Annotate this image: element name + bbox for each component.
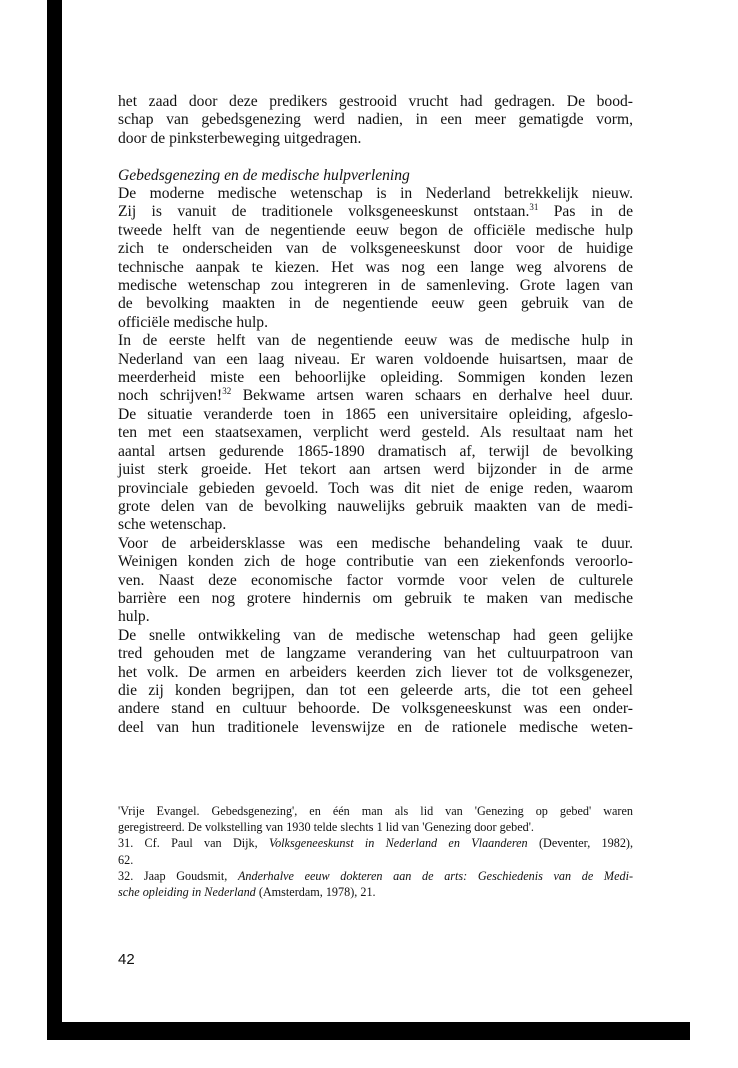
cited-title: Anderhalve eeuw dokteren aan de arts: Geschiedenis van de Medi- (237, 868, 634, 883)
text: Zij is vanuit de traditionele volksgeneeskunst ontstaan. (118, 203, 530, 221)
text-line: medische wetenschap zou integreren in de samenleving. Grote lagen van (118, 277, 633, 295)
text: (Deventer, 1982), (538, 836, 634, 851)
text: noch schrijven! (118, 387, 223, 405)
text-line: tweede helft van de negentiende eeuw begon de officiële medische hulp (118, 221, 633, 239)
paragraph (118, 535, 633, 627)
text: Bekwame artsen waren schaars en derhalve heel duur. (242, 387, 633, 405)
text: (Amsterdam, 1978), 21. (258, 885, 376, 900)
text: 31. Cf. Paul van Dijk, (118, 836, 258, 851)
text-line: In de eerste helft van de negentiende eeuw was de medische hulp in (118, 332, 633, 350)
footnote-ref: 31 (529, 202, 539, 213)
text-line: officiële medische hulp. (118, 313, 268, 331)
text-line: De moderne medische wetenschap is in Nederland betrekkelijk nieuw. (118, 185, 633, 203)
text-line: De situatie veranderde toen in 1865 een universitaire opleiding, afgeslo- (118, 405, 633, 423)
scan-border-bottom (47, 1022, 690, 1040)
text-line: schap van gebedsgenezing werd nadien, in een meer gematigde vorm, (118, 111, 633, 129)
text: Pas in de (553, 203, 633, 221)
text-line: aantal artsen gedurende 1865-1890 dramatisch af, terwijl de bevolking (118, 442, 633, 460)
footnote-line: 'Vrije Evangel. Gebedsgenezing', en één man als lid van 'Genezing op gebed' waren (118, 804, 633, 818)
text-line: zich te onderscheiden van de volksgeneeskunst door voor de huidige (118, 240, 633, 258)
footnote-31 (118, 835, 633, 851)
footnotes (118, 803, 633, 900)
text-line: de bevolking maakten in de negentiende eeuw geen gebruik van de (118, 295, 633, 313)
text-line: meerderheid miste een behoorlijke opleiding. Sommigen konden lezen (118, 369, 633, 387)
footnote-ref: 32 (222, 386, 232, 397)
text-line: sche wetenschap. (118, 516, 227, 534)
text-line: barrière een nog grotere hindernis om gebruik te maken van medische (118, 589, 633, 607)
text-line: andere stand en cultuur behoorde. De volksgeneeskunst was een onder- (118, 700, 633, 718)
text-line: Weinigen konden zich de hoge contributie van een ziekenfonds veroorlo- (118, 553, 633, 571)
section-heading: Gebedsgenezing en de medische hulpverlening (118, 166, 410, 184)
text-line (118, 203, 633, 221)
text-line: door de pinksterbeweging uitgedragen. (118, 129, 362, 147)
paragraph (118, 185, 633, 332)
text-line: ten met een staatsexamen, verplicht werd gesteld. Als resultaat nam het (118, 424, 633, 442)
footnote-line: 62. (118, 852, 134, 867)
text-line: technische aanpak te kiezen. Het was nog een lange weg alvorens de (118, 258, 633, 276)
footnote-32 (118, 868, 633, 884)
text-line (118, 387, 633, 405)
page-number: 42 (118, 951, 135, 968)
paragraph (118, 332, 633, 534)
text-line: Nederland van een laag niveau. Er waren voldoende huisartsen, maar de (118, 350, 633, 368)
text-line: provinciale gebieden gevoeld. Toch was dit niet de enige reden, waarom (118, 479, 633, 497)
text-line: deel van hun traditionele levenswijze en de rationele medische weten- (118, 718, 633, 736)
scan-border-left (47, 0, 62, 1040)
paragraph (118, 627, 633, 737)
text: 32. Jaap Goudsmit, (118, 868, 228, 883)
text-line: juist sterk groeide. Het tekort aan artsen werd bijzonder in de arme (118, 461, 633, 479)
text-line: het zaad door deze predikers gestrooid vrucht had gedragen. De bood- (118, 93, 633, 110)
text-line: tred gehouden met de langzame verandering van het cultuurpatroon van (118, 645, 633, 663)
cited-title: Volksgeneeskunst in Nederland en Vlaanderen (268, 836, 528, 851)
footnote-line (118, 884, 633, 900)
cited-title: sche opleiding in Nederland (118, 885, 256, 900)
text-line: ven. Naast deze economische factor vormde voor velen de culturele (118, 571, 633, 589)
text-line: hulp. (118, 608, 150, 626)
text-line: De snelle ontwikkeling van de medische wetenschap had geen gelijke (118, 626, 633, 644)
body-text (118, 93, 633, 737)
paragraph (118, 93, 633, 148)
text-line: grote delen van de bevolking nauwelijks gebruik maakten van de medi- (118, 497, 633, 515)
text-line: het volk. De armen en arbeiders keerden zich liever tot de volksgenezer, (118, 663, 633, 681)
text-line: die zij konden begrijpen, dan tot een geleerde arts, die tot een geheel (118, 681, 633, 699)
footnote-line: geregistreerd. De volkstelling van 1930 telde slechts 1 lid van 'Genezing door gebed'. (118, 820, 534, 835)
text-line: Voor de arbeidersklasse was een medische behandeling vaak te duur. (118, 534, 633, 552)
